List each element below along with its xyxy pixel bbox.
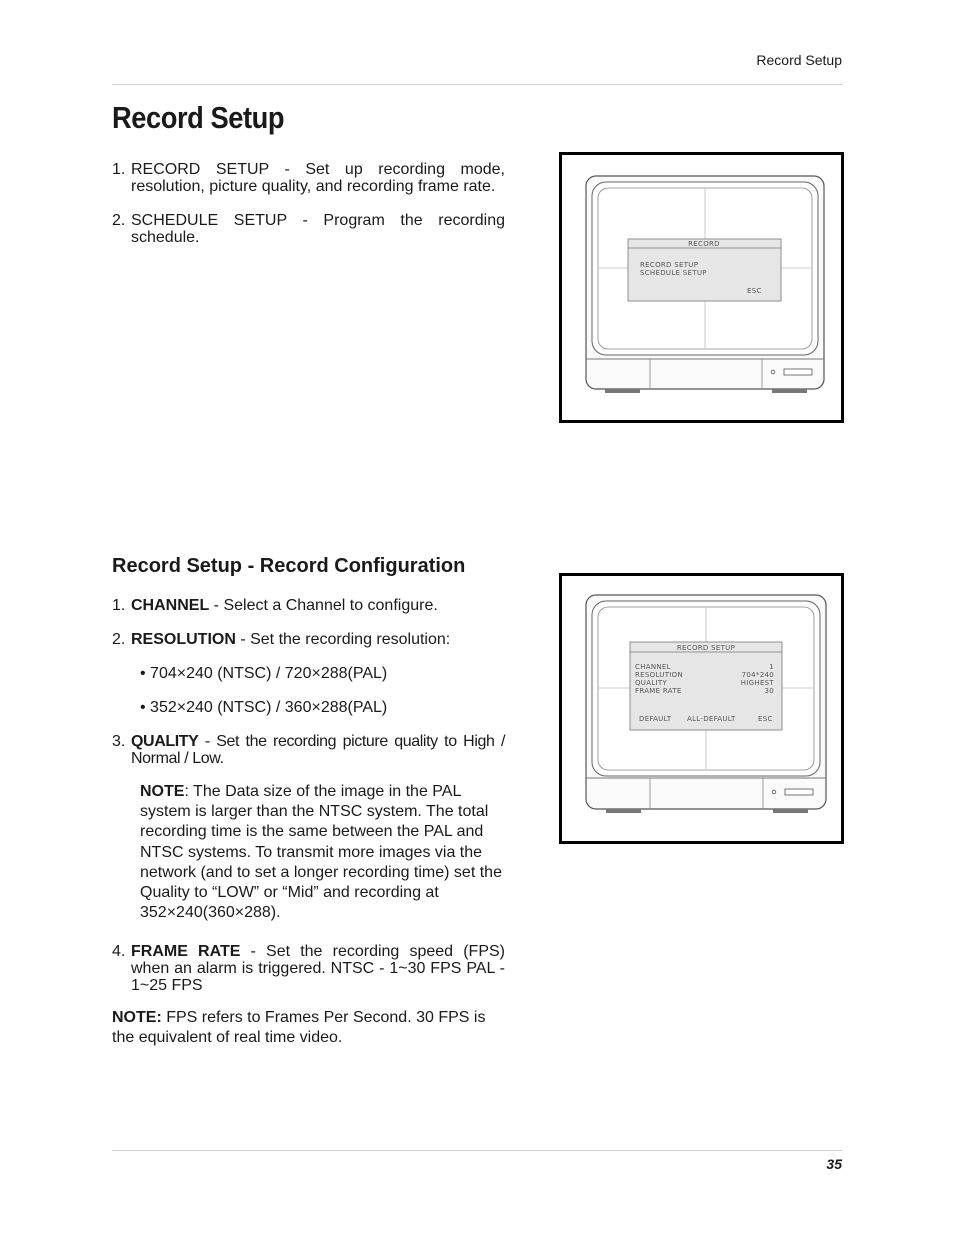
item-number: 2. [112,631,126,648]
osd-menu-title: RECORD [688,240,720,248]
osd-menu-item: SCHEDULE SETUP [640,269,707,277]
osd-row-value: 30 [764,687,774,695]
list-item [112,161,505,195]
fps-note [112,1008,505,1048]
resolution-option: • 704×240 (NTSC) / 720×288(PAL) [140,665,388,682]
item-text [131,733,505,767]
item-term: FRAME RATE [131,943,241,961]
monitor-illustration [562,576,841,841]
item-desc: - Select a Channel to configure. [209,597,438,614]
osd-row-value: HIGHEST [740,679,774,687]
page-number: 35 [826,1156,842,1172]
osd-row-label: CHANNEL [635,663,671,671]
item-desc: - Set the recording resolution: [235,631,451,648]
list-item [112,631,505,648]
running-header: Record Setup [756,52,842,68]
osd-esc-label: ESC [747,287,762,295]
footer-rule [112,1150,842,1151]
section-heading: Record Setup - Record Configuration [112,555,466,577]
record-menu-screenshot [559,152,844,423]
list-item [112,943,505,994]
header-rule [112,84,842,85]
osd-row-value: 704*240 [741,671,774,679]
item-text: RECORD SETUP - Set up recording mode, resolution, picture quality, and recording frame rate. [131,161,505,195]
quality-note [140,782,505,923]
item-number: 3. [112,733,126,750]
item-text [131,597,505,614]
list-item [112,212,505,246]
osd-row-label: FRAME RATE [635,687,682,695]
item-number: 4. [112,943,126,961]
page-title: Record Setup [112,100,285,135]
osd-row-label: QUALITY [635,679,668,687]
monitor-illustration [562,155,841,420]
item-number: 2. [112,212,126,229]
item-term: CHANNEL [131,597,210,614]
osd-row-value: 1 [769,663,774,671]
list-item [112,733,505,767]
resolution-option: • 352×240 (NTSC) / 360×288(PAL) [140,699,388,716]
list-item [112,597,505,614]
item-desc: - Set the recording picture quality to High / Normal / Low. [131,733,505,767]
item-term: QUALITY [131,733,199,750]
osd-all-default-option: ALL-DEFAULT [687,715,736,723]
record-setup-screenshot [559,573,844,844]
item-text [131,631,505,648]
note-label: NOTE: [112,1009,162,1027]
osd-menu-item: RECORD SETUP [640,261,699,269]
note-label: NOTE [140,783,185,800]
osd-menu-title: RECORD SETUP [676,644,736,652]
item-text [131,943,505,994]
record-menu-list [112,161,505,263]
osd-default-option: DEFAULT [639,715,672,723]
note-text: FPS refers to Frames Per Second. 30 FPS is the equivalent of real time video. [112,1009,486,1047]
osd-esc-label: ESC [758,715,773,723]
note-text: : The Data size of the image in the PAL system is larger than the NTSC system. The total recording time is the same between the PAL and NTSC systems. To transmit more images via the network (and to set a longer recording time) set the Quality to “LOW” or “Mid” and recording at 352×240(360×288). [140,783,502,922]
osd-row-label: RESOLUTION [635,671,684,679]
item-desc: - Set the recording speed (FPS) when an alarm is triggered. NTSC - 1~30 FPS PAL - 1~25 FPS [131,943,505,995]
item-term: RESOLUTION [131,631,236,648]
record-config-list [112,597,505,1048]
item-text: SCHEDULE SETUP - Program the recording schedule. [131,212,505,246]
item-number: 1. [112,597,126,614]
item-number: 1. [112,161,126,178]
